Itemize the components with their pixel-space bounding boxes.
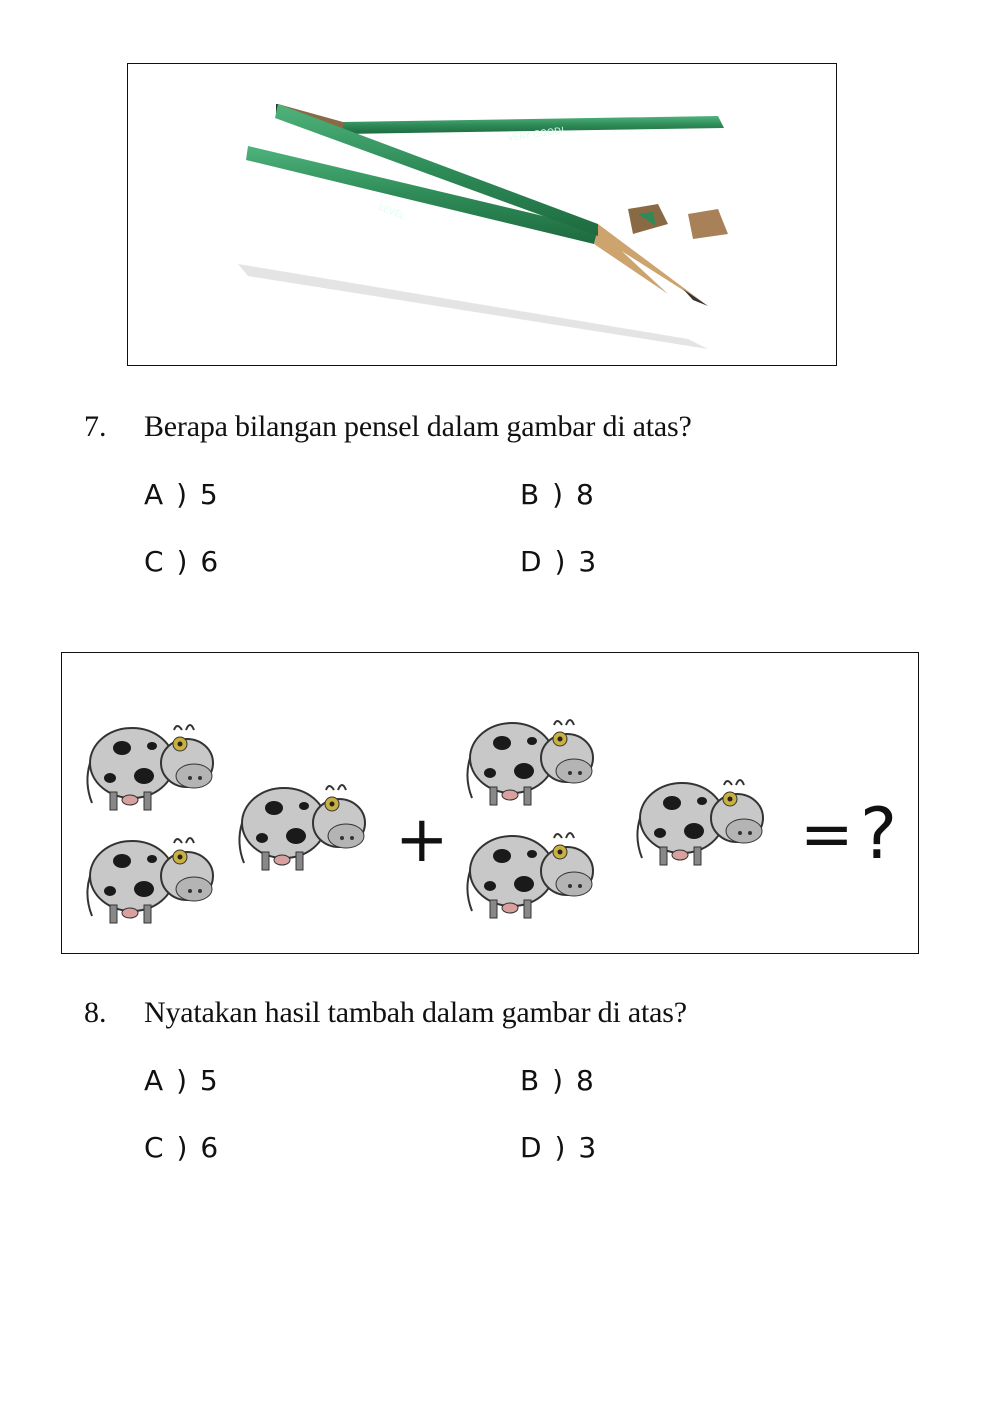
pencil-2 bbox=[246, 104, 708, 306]
option-value: 3 bbox=[578, 1131, 599, 1164]
q7-option-b[interactable] bbox=[520, 478, 596, 511]
plus-sign: + bbox=[395, 803, 449, 877]
q8-option-a[interactable] bbox=[144, 1064, 220, 1097]
svg-text:VERY GOOD!: VERY GOOD! bbox=[507, 126, 566, 144]
option-paren: ) bbox=[552, 1064, 566, 1097]
option-paren: ) bbox=[554, 1131, 568, 1164]
question-7-number: 7. bbox=[84, 410, 107, 443]
option-value: 3 bbox=[578, 545, 599, 578]
option-value: 5 bbox=[199, 478, 220, 511]
option-value: 6 bbox=[200, 1131, 221, 1164]
option-value: 8 bbox=[575, 1064, 596, 1097]
q8-option-d[interactable] bbox=[520, 1131, 598, 1164]
cow-3 bbox=[234, 768, 374, 878]
option-letter: D bbox=[520, 1131, 544, 1164]
pencils-illustration bbox=[128, 64, 838, 367]
option-paren: ) bbox=[554, 545, 568, 578]
pencil-image-frame bbox=[127, 63, 837, 366]
option-value: 8 bbox=[575, 478, 596, 511]
option-letter: B bbox=[520, 478, 542, 511]
option-letter: A bbox=[144, 478, 166, 511]
cow-1 bbox=[82, 708, 222, 818]
cow-2 bbox=[82, 821, 222, 931]
cow-addition-image-frame bbox=[61, 652, 919, 954]
equals-sign: = bbox=[800, 798, 854, 872]
option-letter: A bbox=[144, 1064, 166, 1097]
pencil-shadow bbox=[238, 264, 708, 349]
question-mark: ? bbox=[860, 793, 898, 875]
q7-option-c[interactable] bbox=[144, 545, 220, 578]
option-letter: D bbox=[520, 545, 544, 578]
q8-option-c[interactable] bbox=[144, 1131, 220, 1164]
option-value: 6 bbox=[200, 545, 221, 578]
option-paren: ) bbox=[176, 478, 189, 511]
cow-4 bbox=[462, 703, 602, 813]
cow-6 bbox=[632, 763, 772, 873]
option-paren: ) bbox=[176, 545, 190, 578]
pencil-shavings bbox=[628, 204, 728, 239]
question-8-text: Nyatakan hasil tambah dalam gambar di atas? bbox=[144, 996, 687, 1029]
option-value: 5 bbox=[199, 1064, 220, 1097]
option-letter: C bbox=[144, 1131, 166, 1164]
option-paren: ) bbox=[552, 478, 566, 511]
cow-5 bbox=[462, 816, 602, 926]
question-8-number: 8. bbox=[84, 996, 107, 1029]
q7-option-a[interactable] bbox=[144, 478, 220, 511]
option-paren: ) bbox=[176, 1064, 189, 1097]
question-7-text: Berapa bilangan pensel dalam gambar di atas? bbox=[144, 410, 692, 443]
option-paren: ) bbox=[176, 1131, 190, 1164]
svg-text:LEVEL: LEVEL bbox=[376, 202, 407, 223]
option-letter: B bbox=[520, 1064, 542, 1097]
q7-option-d[interactable] bbox=[520, 545, 598, 578]
q8-option-b[interactable] bbox=[520, 1064, 596, 1097]
option-letter: C bbox=[144, 545, 166, 578]
